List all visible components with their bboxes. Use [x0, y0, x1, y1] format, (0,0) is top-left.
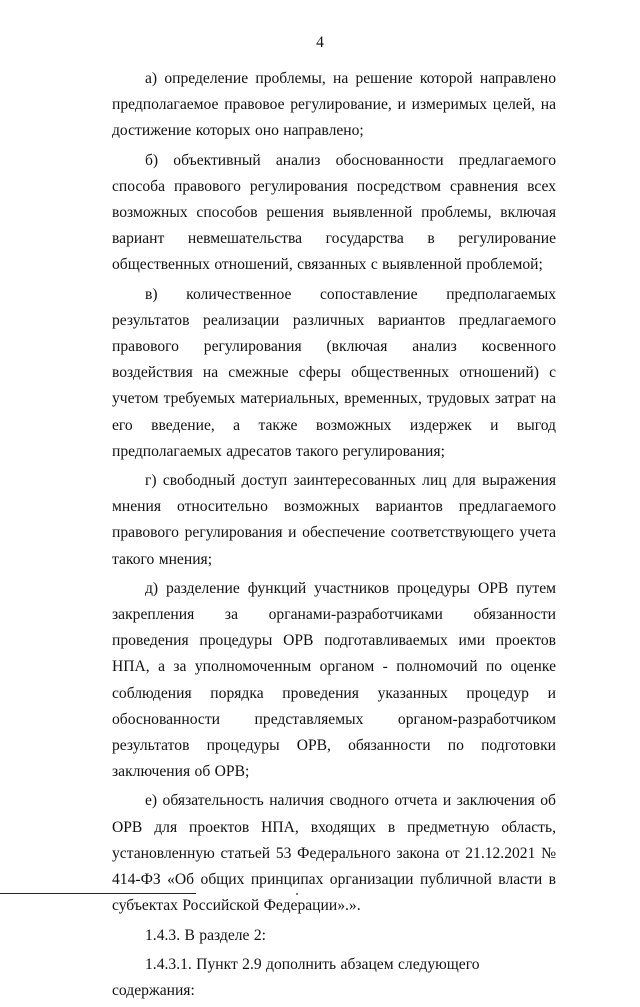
paragraph-b: б) объективный анализ обоснованности предлагаемого способа правового регулирования посредством сравнения всех возможных способов решения выявленной проблемы, включая вариант невмешательства государства в регулирование общественных отношений, связанных с выявленной проблемой;	[112, 151, 556, 274]
section-1-4-3: 1.4.3. В разделе 2:	[145, 926, 266, 944]
paragraph-d: д) разделение функций участников процедуры ОРВ путем закрепления за органами-разработчиками обязанности проведения процедуры ОРВ подготавливаемых ими проектов НПА, а за уполномоченным органом - полномочий по оценке соблюдения порядка проведения указанных процедур и обоснованности представляемых органом-разработчиком результатов процедуры ОРВ, обязанности по подготовки заключения об ОРВ;	[112, 579, 556, 781]
section-1-4-3-1: 1.4.3.1. Пункт 2.9 дополнить абзацем следующего содержания:	[112, 955, 480, 999]
paragraph-g: г) свободный доступ заинтересованных лиц для выражения мнения относительно возможных вариантов предлагаемого правового регулирования и обеспечение соответствующего учета такого мнения;	[112, 472, 556, 568]
paragraph-e: е) обязательность наличия сводного отчета и заключения об ОРВ для проектов НПА, входящих в предметную область, установленную статьей 53 Федерального закона от 21.12.2021 № 414-ФЗ «Об общих принципах организации публичной власти в субъектах Российской Федерации».».	[112, 792, 556, 915]
document-body	[112, 66, 556, 1007]
footer-rule	[0, 893, 196, 894]
paragraph-v: в) количественное сопоставление предполагаемых результатов реализации различных вариантов предлагаемого правового регулирования (включая анализ косвенного воздействия на смежные сферы общественных отношений) с учетом требуемых материальных, временных, трудовых затрат на его введение, а также возможных издержек и выгод предполагаемых адресатов такого регулирования;	[112, 285, 556, 460]
paragraph-a: а) определение проблемы, на решение которой направлено предполагаемое правовое регулирование, и измеримых целей, на достижение которых оно направлено;	[112, 70, 556, 140]
page-number: 4	[316, 34, 324, 51]
scan-mark	[296, 893, 298, 895]
